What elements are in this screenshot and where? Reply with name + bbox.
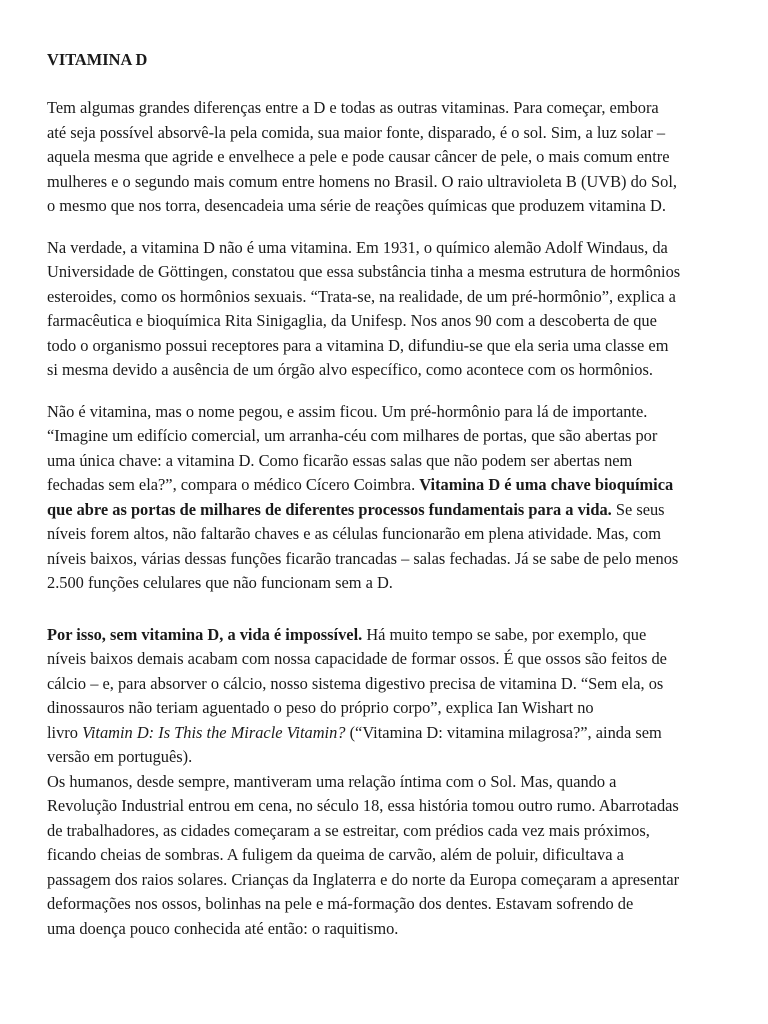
text-line: de trabalhadores, as cidades começaram a se estreitar, com prédios cada vez mais próximos, [47,820,650,840]
paragraph-3 [47,400,737,596]
text-line: Na verdade, a vitamina D não é uma vitamina. Em 1931, o químico alemão Adolf Windaus, da [47,237,668,257]
text-line: Revolução Industrial entrou em cena, no século 18, essa história tomou outro rumo. Abarrotadas [47,796,679,815]
text-line: Não é vitamina, mas o nome pegou, e assim ficou. Um pré-hormônio para lá de importante. [47,401,648,421]
text-line: uma doença pouco conhecida até então: o raquitismo. [47,918,399,938]
paragraph-1 [47,96,737,219]
paragraph-4 [47,623,737,770]
bold-emphasis: Por isso, sem vitamina D, a vida é impossível. [47,624,363,644]
text-run: (“Vitamina D: vitamina milagrosa?”, ainda sem [345,722,662,742]
text-line: até seja possível absorvê-la pela comida, sua maior fonte, disparado, é o sol. Sim, a luz solar – [47,122,666,142]
text-line: uma única chave: a vitamina D. Como ficarão essas salas que não podem ser abertas nem [47,450,633,470]
book-title: Vitamin D: Is This the Miracle Vitamin? [82,722,346,742]
paragraph-2 [47,236,737,383]
text-run: Se seus [611,499,665,519]
text-line [47,473,737,498]
text-line: ficando cheias de sombras. A fuligem da queima de carvão, além de poluir, dificultava a [47,845,624,864]
text-run: fechadas sem ela?”, compara o médico Cícero Coimbra. [47,475,420,494]
text-line: níveis baixos, várias dessas funções ficarão trancadas – salas fechadas. Já se sabe de pelo menos [47,548,679,568]
paragraph-5 [47,770,737,942]
text-line: todo o organismo possui receptores para a vitamina D, difundiu-se que ela seria uma classe em [47,335,669,355]
text-line [47,623,737,648]
text-line: cálcio – e, para absorver o cálcio, nosso sistema digestivo precisa de vitamina D. “Sem ela, os [47,673,664,693]
text-line [47,721,737,746]
text-line: níveis baixos demais acabam com nossa capacidade de formar ossos. É que ossos são feitos de [47,649,667,668]
text-line: passagem dos raios solares. Crianças da Inglaterra e do norte da Europa começaram a apresentar [47,869,680,889]
text-line: dinossauros não teriam aguentado o peso do próprio corpo”, explica Ian Wishart no [47,698,594,717]
text-run: livro [47,722,83,742]
text-line: o mesmo que nos torra, desencadeia uma série de reações químicas que produzem vitamina D. [47,196,666,215]
text-line: níveis forem altos, não faltarão chaves e as células funcionarão em plena atividade. Mas, com [47,524,661,543]
text-line: deformações nos ossos, bolinhas na pele e má-formação dos dentes. Estavam sofrendo de [47,894,634,913]
text-line: si mesma devido a ausência de um órgão alvo específico, como acontece com os hormônios. [47,360,653,379]
text-line: aquela mesma que agride e envelhece a pele e pode causar câncer de pele, o mais comum entre [47,147,670,166]
text-line: esteroides, como os hormônios sexuais. “Trata-se, na realidade, de um pré-hormônio”, explica a [47,286,676,306]
text-line: farmacêutica e bioquímica Rita Sinigaglia, da Unifesp. Nos anos 90 com a descoberta de que [47,311,657,330]
text-line: versão em português). [47,747,193,766]
text-line: Os humanos, desde sempre, mantiveram uma relação íntima com o Sol. Mas, quando a [47,771,617,791]
document-page [47,48,737,941]
text-line [47,498,737,523]
text-run: Há muito tempo se sabe, por exemplo, que [362,624,647,644]
text-line: “Imagine um edifício comercial, um arranha-céu com milhares de portas, que são abertas por [47,426,658,445]
text-line: Universidade de Göttingen, constatou que essa substância tinha a mesma estrutura de hormônios [47,262,681,281]
text-line: Tem algumas grandes diferenças entre a D e todas as outras vitaminas. Para começar, embora [47,98,659,117]
bold-emphasis: que abre as portas de milhares de diferentes processos fundamentais para a vida. [47,499,612,519]
document-title: VITAMINA D [47,50,148,69]
bold-emphasis: Vitamina D é uma chave bioquímica [419,475,674,494]
text-line: 2.500 funções celulares que não funcionam sem a D. [47,573,393,592]
text-line: mulheres e o segundo mais comum entre homens no Brasil. O raio ultravioleta B (UVB) do Sol, [47,171,678,191]
